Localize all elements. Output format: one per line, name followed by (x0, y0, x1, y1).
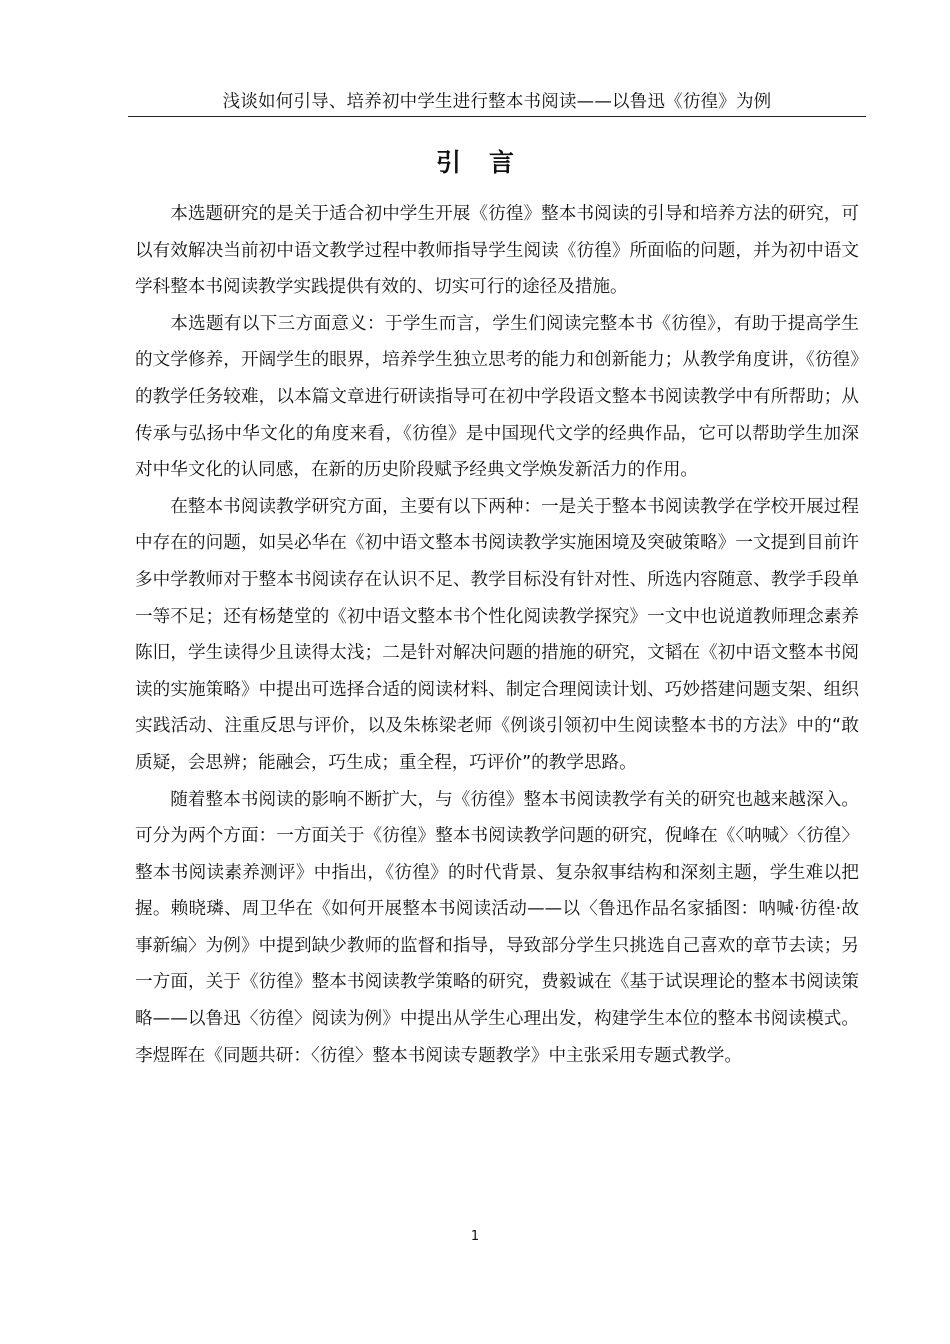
running-header (128, 88, 866, 117)
section-title: 引言 (435, 148, 542, 177)
body-text (135, 196, 859, 1074)
paragraph-3: 在整本书阅读教学研究方面，主要有以下两种：一是关于整本书阅读教学在学校开展过程中存在的问题，如吴必华在《初中语文整本书阅读教学实施困境及突破策略》一文提到目前许多中学教师对于整本书阅读存在认识不足、教学目标没有针对性、所选内容随意、教学手段单一等不足；还有杨楚堂的《初中语文整本书个性化阅读教学探究》一文中也说道教师理念素养陈旧，学生读得少且读得太浅；二是针对解决问题的措施的研究，文韬在《初中语文整本书阅读的实施策略》中提出可选择合适的阅读材料、制定合理阅读计划、巧妙搭建问题支架、组织实践活动、注重反思与评价，以及朱栋梁老师《例谈引领初中生阅读整本书的方法》中的“敢质疑，会思辨；能融会，巧生成；重全程，巧评价”的教学思路。 (135, 496, 859, 773)
paragraph-1: 本选题研究的是关于适合初中学生开展《彷徨》整本书阅读的引导和培养方法的研究，可以有效解决当前初中语文教学过程中教师指导学生阅读《彷徨》所面临的问题，并为初中语文学科整本书阅读教学实践提供有效的、切实可行的途径及措施。 (135, 204, 859, 298)
page-number: 1 (470, 1229, 480, 1244)
running-header-title: 浅谈如何引导、培养初中学生进行整本书阅读——以鲁迅《彷徨》为例 (222, 92, 772, 112)
paragraph-2: 本选题有以下三方面意义：于学生而言，学生们阅读完整本书《彷徨》，有助于提高学生的文学修养，开阔学生的眼界，培养学生独立思考的能力和创新能力；从教学角度讲，《彷徨》的教学任务较难，以本篇文章进行研读指导可在初中学段语文整本书阅读教学中有所帮助；从传承与弘扬中华文化的角度来看，《彷徨》是中国现代文学的经典作品，它可以帮助学生加深对中华文化的认同感，在新的历史阶段赋予经典文学焕发新活力的作用。 (135, 313, 859, 481)
paragraph-4: 随着整本书阅读的影响不断扩大，与《彷徨》整本书阅读教学有关的研究也越来越深入。可分为两个方面：一方面关于《彷徨》整本书阅读教学问题的研究，倪峰在《〈呐喊〉〈彷徨〉整本书阅读素养测评》中指出，《彷徨》的时代背景、复杂叙事结构和深刻主题，学生难以把握。赖晓璘、周卫华在《如何开展整本书阅读活动——以〈鲁迅作品名家插图：呐喊·彷徨·故事新编〉为例》中提到缺少教师的监督和指导，导致部分学生只挑选自己喜欢的章节去读；另一方面，关于《彷徨》整本书阅读教学策略的研究，费毅诚在《基于试误理论的整本书阅读策略——以鲁迅〈彷徨〉阅读为例》中提出从学生心理出发，构建学生本位的整本书阅读模式。李煜晖在《同题共研：〈彷徨〉整本书阅读专题教学》中主张采用专题式教学。 (135, 789, 859, 1066)
